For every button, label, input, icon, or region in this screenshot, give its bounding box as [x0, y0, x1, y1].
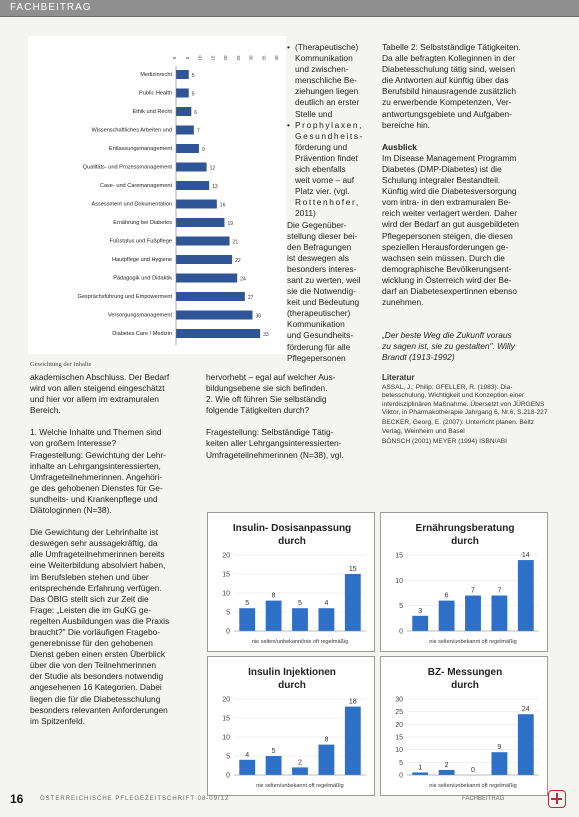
text-line: Bereich.: [30, 405, 61, 416]
bar: [176, 126, 194, 135]
text-line: folgende Tätigkeiten durch?: [206, 405, 310, 416]
text-line: Fragestellung: Selbständige Tätig-: [206, 427, 334, 438]
x-tick-label: 25: [235, 55, 241, 61]
y-tick-label: 5: [226, 753, 230, 761]
text-line: speziellen Herausforderungen ge-: [382, 241, 509, 252]
bar: [318, 608, 334, 631]
bar: [491, 596, 507, 631]
y-tick-label: 0: [399, 628, 403, 636]
bar-value-label: 6: [444, 592, 449, 600]
text-line: hervorhebt – egal auf welcher Aus-: [206, 372, 336, 382]
bar-value-label: 4: [245, 751, 250, 759]
text-line: Umfrageteilnehmerinnen (N=38), vgl.: [206, 449, 344, 460]
text-line: antwortungsgebiete und Aufgaben-: [382, 108, 512, 119]
bar: [518, 560, 534, 631]
category-label: Ernährung bei Diabetes: [113, 220, 172, 226]
text-line: Rottenhofer,: [295, 197, 360, 208]
text-line: ge des gehobenen Dienstes für Ge-: [30, 482, 163, 493]
bar-value-label: 22: [235, 258, 241, 264]
text-line: reich weiter verlagert werden. Daher: [382, 208, 517, 219]
bar: [345, 707, 361, 775]
references-heading: Literatur: [382, 373, 415, 383]
text-line: Diabetes (DMP-Diabetes) ist die: [382, 163, 502, 174]
bar-value-label: 9: [497, 744, 502, 752]
text-line: förderung für alle: [287, 341, 351, 352]
x-tick-label: 40: [274, 55, 279, 61]
bar: [176, 163, 207, 172]
text-line: besonders relevanten Anforderungen: [30, 704, 168, 715]
chart-title: durch: [278, 680, 306, 691]
bar-value-label: 4: [324, 600, 329, 608]
text-line: 2. Wie oft führen Sie selbständig: [206, 394, 327, 405]
category-label: Wissenschaftliches Arbeiten und: [91, 127, 172, 134]
bar-value-label: 24: [240, 276, 246, 283]
bar: [176, 329, 260, 338]
y-tick-label: 15: [222, 571, 230, 579]
text-line: Prävention findet: [295, 152, 358, 163]
comparison-paragraph: [287, 220, 379, 364]
text-line: Da alle befragten Kolleginnen in der: [382, 53, 516, 64]
text-line: keit und Bedeutung: [287, 297, 360, 308]
middle-top-column: [287, 42, 379, 364]
text-line: und zwischen-: [295, 64, 349, 75]
category-label: Fußstatus und Fußpflege: [109, 238, 172, 245]
bar: [439, 601, 455, 631]
bullet-communication-text: [295, 42, 359, 120]
x-axis-label: nie selten/unbekannt oft regelmäßig: [256, 783, 344, 789]
reference-item: BECKER, Georg, E. (2007): Unterricht planen. Beltz Verlag, Weinheim und Basel: [382, 419, 535, 435]
bar: [292, 767, 308, 775]
y-tick-label: 20: [222, 552, 230, 560]
text-line: zu erwerbende Kompetenzen, Ver-: [382, 97, 512, 108]
reference-item: ASSAL, J.; Philip; GFELLER, R. (1983): Dia-betesschulung. Wichtigkeit und Konzeption einer interdisziplinären Maßnahme. Übersetzt von JÜRGENS Viktor, in Pharmakotherapie Jahrgang 6, Nr.6, S.218-227: [382, 383, 548, 417]
y-tick-label: 5: [399, 759, 403, 767]
text-line: weit vorne – auf: [295, 175, 355, 186]
category-label: Medizinrecht: [140, 72, 172, 78]
bar: [239, 608, 255, 631]
bar: [239, 760, 255, 775]
x-tick-label: 5: [184, 56, 190, 60]
text-line: von großem Interesse?: [30, 438, 117, 449]
bar-value-label: 5: [271, 748, 276, 755]
bar-value-label: 2: [298, 759, 302, 767]
bar: [345, 574, 361, 631]
bar-value-label: 24: [521, 706, 530, 714]
text-line: und hier vor allem im extramuralen: [30, 394, 159, 405]
reference-item: BÖNSCH (2001) MEYER (1994) ISBN/ABI: [382, 438, 507, 446]
text-line: akademischen Abschluss. Der Bedarf: [30, 372, 170, 382]
y-tick-label: 10: [222, 590, 230, 598]
bullet-prophylaxis-text: [295, 120, 364, 220]
bar-value-label: 12: [209, 165, 216, 172]
bar: [518, 714, 534, 775]
insulin-dose-chart-box: [207, 512, 375, 652]
text-line: Fragestellung: Gewichtung der Lehr-: [30, 449, 166, 460]
bar: [176, 89, 189, 98]
bar: [266, 756, 282, 775]
bar: [176, 181, 209, 190]
bar-value-label: 7: [497, 587, 502, 595]
section-label: FACHBEITRAG: [10, 2, 92, 13]
bar-value-label: 21: [232, 239, 239, 246]
bar: [176, 311, 253, 320]
journal-name: ÖSTERREICHISCHE PFLEGEZEITSCHRIFT 08-09/12: [40, 796, 230, 802]
y-tick-label: 0: [226, 628, 230, 636]
intro-paragraph: [30, 372, 202, 416]
insulin-injection-chart: [208, 657, 376, 797]
x-tick-label: 10: [197, 55, 203, 61]
text-line: bildungsebene sie sich befinden.: [206, 383, 328, 394]
nutrition-chart: [381, 513, 549, 653]
text-line: Diabetesschulung tätig sind, weisen: [382, 64, 516, 75]
middle-bottom-column: [206, 372, 376, 461]
bar: [176, 255, 232, 264]
x-axis-label: nie selten/unbekannt oft regelmäßig: [429, 783, 517, 789]
text-line: der Studie als besonders notwendig: [30, 671, 164, 682]
text-line: im Berufsleben stehen und über: [30, 571, 149, 582]
bar-value-label: 5: [191, 73, 195, 79]
bar: [266, 601, 282, 631]
outlook-heading: Ausblick: [382, 141, 417, 152]
y-tick-label: 10: [395, 747, 403, 755]
cross-logo-icon: [548, 790, 566, 808]
text-line: und Gesundheits-: [287, 330, 354, 341]
text-line: angesehenen 16 Kategorien. Dabei: [30, 682, 162, 693]
text-line: Kommunikation: [295, 53, 353, 64]
chart-title: Insulin- Dosisanpassung: [232, 523, 352, 534]
bar-value-label: 0: [471, 767, 475, 774]
text-line: Kommunikation: [287, 319, 345, 330]
bar-value-label: 30: [255, 313, 262, 320]
bar-value-label: 7: [196, 128, 200, 135]
text-line: wicklung in Österreich wird der Be-: [382, 274, 512, 285]
text-line: inhalte an Lehrgangsinteressierten,: [30, 460, 161, 471]
chart-title: Insulin Injektionen: [248, 667, 336, 678]
bar-value-label: 14: [521, 552, 530, 560]
y-tick-label: 30: [395, 696, 403, 704]
category-label: Gesprächsführung und Empowerment: [77, 294, 172, 300]
text-line: ziehungen liegen: [295, 86, 359, 97]
text-line: menschliche Be-: [295, 75, 357, 86]
bar-value-label: 16: [219, 202, 226, 209]
bar-value-label: 9: [201, 147, 205, 153]
bullet-communication: [287, 42, 379, 120]
text-line: besonders interes-: [287, 263, 357, 274]
category-label: Versorgungsmanagement: [107, 312, 172, 319]
bg-measurement-chart: [381, 657, 549, 797]
y-tick-label: 10: [222, 734, 230, 742]
text-line: 2011): [295, 208, 316, 219]
text-line: wachsen sein müssen. Durch die: [382, 252, 505, 263]
x-axis-label: nie selten/unbekannt oft regelmäßig: [429, 639, 517, 645]
bar-value-label: 5: [298, 600, 302, 608]
x-tick-label: 35: [261, 55, 267, 61]
question-1-paragraph: [30, 427, 202, 516]
text-line: bereiche hin.: [382, 119, 430, 130]
footer-section: FACHBEITRAG: [462, 796, 505, 802]
text-line: Gesundheits-: [295, 130, 365, 141]
bar: [318, 745, 334, 775]
text-line: vom intra- in den extramuralen Be-: [382, 197, 511, 208]
category-label: Case- und Caremanagement: [99, 183, 172, 189]
text-line: Frage: „Leisten die im GuKG ge-: [30, 604, 152, 615]
text-line: Platz vier. (vgl.: [295, 186, 350, 197]
bullet-prophylaxis: [287, 120, 379, 220]
text-line: generebnisse für den gehobenen: [30, 638, 153, 649]
text-line: sich ebenfalls: [295, 164, 346, 175]
bar: [176, 144, 199, 153]
section-header: [0, 0, 579, 17]
y-tick-label: 0: [399, 772, 403, 780]
text-line: den Befragungen: [287, 241, 352, 252]
text-line: wird von allen steigend eingeschätzt: [30, 383, 165, 394]
question-2-paragraph: [206, 372, 376, 416]
insulin-injection-chart-box: [207, 656, 375, 796]
text-line: sant zu werten, weil: [287, 274, 361, 285]
text-line: sie die Notwendig-: [287, 286, 356, 297]
chart-title: durch: [451, 536, 479, 547]
bar: [176, 200, 217, 209]
bar-value-label: 19: [227, 221, 234, 227]
y-tick-label: 0: [226, 772, 230, 780]
bar-value-label: 6: [194, 110, 198, 116]
text-line: 1. Welche Inhalte und Themen sind: [30, 427, 162, 438]
text-line: „Der beste Weg die Zukunft voraus: [382, 330, 512, 341]
y-tick-label: 25: [395, 709, 403, 717]
text-line: die Antworten auf künftig über das: [382, 75, 509, 86]
chart-title: Ernährungsberatung: [415, 523, 515, 534]
x-tick-label: 20: [223, 55, 228, 61]
text-line: Stelle und: [295, 108, 333, 119]
y-tick-label: 20: [395, 721, 403, 729]
bar-value-label: 8: [271, 592, 276, 600]
chart-title: durch: [451, 680, 479, 691]
text-line: im Spitzenfeld.: [30, 715, 85, 726]
references: [382, 374, 548, 446]
bullet-icon: •: [287, 119, 290, 130]
bar-value-label: 3: [418, 607, 423, 615]
text-line: stellung dieser bei-: [287, 230, 358, 241]
text-line: deswegen sehr aussagekräftig, da: [30, 538, 158, 549]
bar: [176, 70, 189, 79]
category-label: Hautpflege und Hygiene: [111, 257, 172, 263]
text-line: über die von den Teilnehmerinnen: [30, 660, 157, 671]
bar-value-label: 1: [418, 764, 423, 772]
text-line: eine Weiterbildung absolviert haben,: [30, 560, 166, 571]
left-column: [30, 372, 202, 727]
bar-value-label: 5: [191, 91, 195, 98]
bar: [491, 752, 507, 775]
outlook-text: [382, 153, 548, 308]
text-line: Pflegepersonen: [287, 352, 346, 363]
text-line: Dienst geben einen ersten Überblick: [30, 649, 166, 660]
brandt-quote: [382, 330, 548, 363]
bar: [176, 218, 224, 227]
text-line: Schulung integraler Bestandteil.: [382, 175, 501, 186]
bar-value-label: 8: [324, 736, 329, 744]
text-line: darf an Diabetesexpertinnen ebenso: [382, 285, 518, 296]
chart-background: [28, 36, 286, 354]
y-tick-label: 15: [395, 552, 403, 560]
text-line: Tabelle 2: Selbstständige Tätigkeiten.: [382, 42, 521, 52]
category-label: Public Health: [139, 90, 172, 97]
nutrition-chart-box: [380, 512, 548, 652]
y-tick-label: 5: [226, 609, 230, 617]
question-2-description: [206, 427, 376, 460]
content-weighting-chart: [28, 36, 286, 354]
text-line: Das ÖBIG stellt sich zur Zeit die: [30, 593, 149, 604]
category-label: Assessment und Dokumentation: [91, 201, 172, 208]
x-tick-label: 0: [172, 56, 177, 60]
bar-value-label: 18: [348, 698, 357, 706]
chart-title: BZ- Messungen: [427, 667, 503, 678]
category-label: Entlassungsmanagement: [108, 146, 172, 152]
text-line: liegen die für die Diabetesschulung: [30, 693, 161, 704]
y-tick-label: 15: [395, 734, 403, 742]
bar: [176, 107, 191, 116]
chart-caption: Gewichtung der Inhalte: [30, 361, 92, 368]
text-line: demographische Bevölkerungsent-: [382, 263, 512, 274]
text-line: regelten Ausbildungen was die Praxis: [30, 615, 170, 626]
y-tick-label: 5: [399, 603, 403, 611]
text-line: (Therapeutische): [295, 42, 359, 52]
y-tick-label: 20: [222, 696, 230, 704]
text-line: entsprechende Erfahrung verfügen.: [30, 582, 162, 593]
text-line: Diätologinnen (N=38).: [30, 505, 112, 516]
bar: [176, 292, 245, 301]
bullet-icon: •: [287, 42, 290, 52]
x-tick-label: 15: [210, 55, 216, 61]
page-number: 16: [10, 792, 24, 806]
category-label: Ethik und Recht: [132, 109, 172, 115]
text-line: keiten aller Lehrgangsinteressierten-: [206, 438, 342, 449]
text-line: zunehmen.: [382, 297, 424, 308]
bar-value-label: 33: [263, 332, 269, 338]
bar: [176, 237, 230, 246]
table-note: [382, 42, 548, 131]
chart-title: durch: [278, 536, 306, 547]
text-line: Pflegepersonen steigen, die diesen: [382, 230, 513, 241]
category-label: Qualitäts- und Prozessmanagement: [82, 164, 172, 171]
bg-measurement-chart-box: [380, 656, 548, 796]
bar: [412, 616, 428, 631]
bar-value-label: 27: [247, 295, 254, 301]
category-label: Diabetes Care / Medizin: [112, 331, 172, 337]
text-line: Künftig wird die Diabetesversorgung: [382, 186, 517, 197]
text-line: Prophylaxen,: [295, 119, 364, 130]
text-line: förderung und: [295, 141, 348, 152]
bar-value-label: 15: [348, 566, 357, 573]
text-line: sundheits- und Krankenpflege und: [30, 493, 158, 504]
text-line: Im Disease Management Programm: [382, 152, 517, 163]
text-line: braucht?" Die vorläufigen Fragebo-: [30, 626, 161, 637]
bar-value-label: 13: [212, 184, 218, 190]
text-line: Umfrageteilnehmerinnen. Angehöri-: [30, 471, 163, 482]
category-label: Pädagogik und Didaktik: [113, 275, 172, 282]
text-line: zu sagen ist, sie zu gestalten". Willy: [382, 341, 515, 352]
bar: [465, 596, 481, 631]
text-line: (therapeutischer): [287, 308, 351, 319]
bar-value-label: 5: [245, 600, 250, 608]
x-axis-label: nie selten/unbekannt/nie oft regelmäßig: [251, 639, 349, 645]
text-line: Die Gewichtung der Lehrinhalte ist: [30, 527, 159, 538]
text-line: Brandt (1913-1992): [382, 352, 455, 363]
text-line: deutlich an erster: [295, 97, 360, 108]
text-line: wird der Bedarf an gut ausgebildeten: [382, 219, 519, 230]
text-line: alle Umfrageteilnehmerinnen bereits: [30, 549, 165, 560]
bar: [176, 274, 237, 283]
text-line: ist deswegen als: [287, 252, 349, 263]
weighting-paragraph: [30, 527, 202, 727]
x-tick-label: 30: [248, 55, 254, 61]
insulin-dose-chart: [208, 513, 376, 653]
y-tick-label: 15: [222, 715, 230, 723]
bar: [412, 772, 428, 775]
text-line: Die Gegenüber-: [287, 219, 347, 230]
right-column: [382, 42, 548, 449]
bar-value-label: 2: [444, 761, 449, 769]
text-line: Berufsbild hinausragende zusätzlich: [382, 86, 517, 97]
bar: [439, 770, 455, 775]
y-tick-label: 10: [395, 577, 403, 585]
bar-value-label: 7: [471, 587, 475, 595]
bar: [292, 608, 308, 631]
